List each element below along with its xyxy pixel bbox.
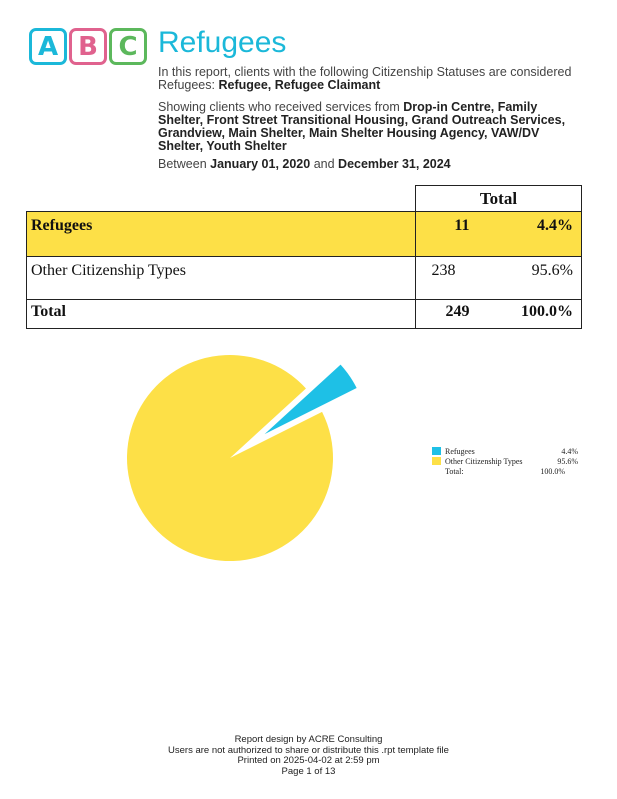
table-row-total bbox=[27, 300, 582, 329]
row-count: 11 bbox=[416, 212, 474, 257]
legend-label: Other Citizenship Types bbox=[445, 456, 523, 466]
row-percent: 4.4% bbox=[474, 212, 582, 257]
pie-slice-other-citizenship-types bbox=[127, 355, 333, 561]
citizenship-pie-chart bbox=[120, 355, 400, 565]
services-text: Showing clients who received services from bbox=[158, 100, 400, 114]
intro-paragraph bbox=[158, 66, 578, 92]
total-count: 249 bbox=[416, 300, 474, 329]
services-list: Drop-in Centre, Family Shelter, Front Street Transitional Housing, Grand Outreach Services, Grandview, Main Shelter, Main Shelter Housing Agency, VAW/DV Shelter, Youth Shelter bbox=[158, 100, 566, 153]
row-count: 238 bbox=[416, 257, 474, 300]
report-title: Refugees bbox=[158, 26, 287, 59]
and-label: and bbox=[313, 157, 335, 171]
table-row-other bbox=[27, 257, 582, 300]
total-label: Total bbox=[27, 300, 416, 329]
between-label: Between bbox=[158, 157, 207, 171]
table-row-refugees bbox=[27, 212, 582, 257]
summary-table bbox=[26, 185, 582, 329]
legend-item-other bbox=[432, 456, 578, 466]
footer-printed: Printed on 2025-04-02 at 2:59 pm bbox=[237, 755, 380, 766]
row-percent: 95.6% bbox=[474, 257, 582, 300]
row-label: Other Citizenship Types bbox=[27, 257, 416, 300]
page-footer bbox=[0, 735, 617, 777]
refugee-statuses: Refugee, Refugee Claimant bbox=[218, 78, 381, 92]
legend-swatch bbox=[432, 447, 441, 455]
legend-swatch bbox=[432, 457, 441, 465]
legend-value: 4.4% bbox=[561, 446, 578, 456]
footer-notice: Users are not authorized to share or distribute this .rpt template file bbox=[168, 744, 449, 756]
abc-logo bbox=[29, 28, 147, 65]
legend-label: Refugees bbox=[445, 446, 475, 456]
legend-total-label: Total: bbox=[445, 466, 464, 476]
date-range bbox=[158, 158, 578, 171]
services-paragraph bbox=[158, 101, 578, 153]
intro-text: In this report, clients with the following Citizenship Statuses are considered Refugees: bbox=[158, 65, 572, 92]
total-percent: 100.0% bbox=[474, 300, 582, 329]
logo-letter-b: B bbox=[69, 28, 107, 65]
row-label: Refugees bbox=[27, 212, 416, 257]
end-date: December 31, 2024 bbox=[338, 157, 451, 171]
chart-legend bbox=[432, 446, 578, 476]
footer-page-number: Page 1 of 13 bbox=[281, 765, 336, 777]
column-header-total: Total bbox=[416, 186, 582, 212]
start-date: January 01, 2020 bbox=[210, 157, 311, 171]
footer-credit: Report design by ACRE Consulting bbox=[234, 734, 383, 745]
table-header-row bbox=[27, 186, 582, 212]
logo-letter-c: C bbox=[109, 28, 147, 65]
legend-total bbox=[432, 466, 578, 476]
legend-value: 95.6% bbox=[557, 456, 578, 466]
logo-letter-a: A bbox=[29, 28, 67, 65]
legend-item-refugees bbox=[432, 446, 578, 456]
legend-total-value: 100.0% bbox=[540, 466, 565, 476]
